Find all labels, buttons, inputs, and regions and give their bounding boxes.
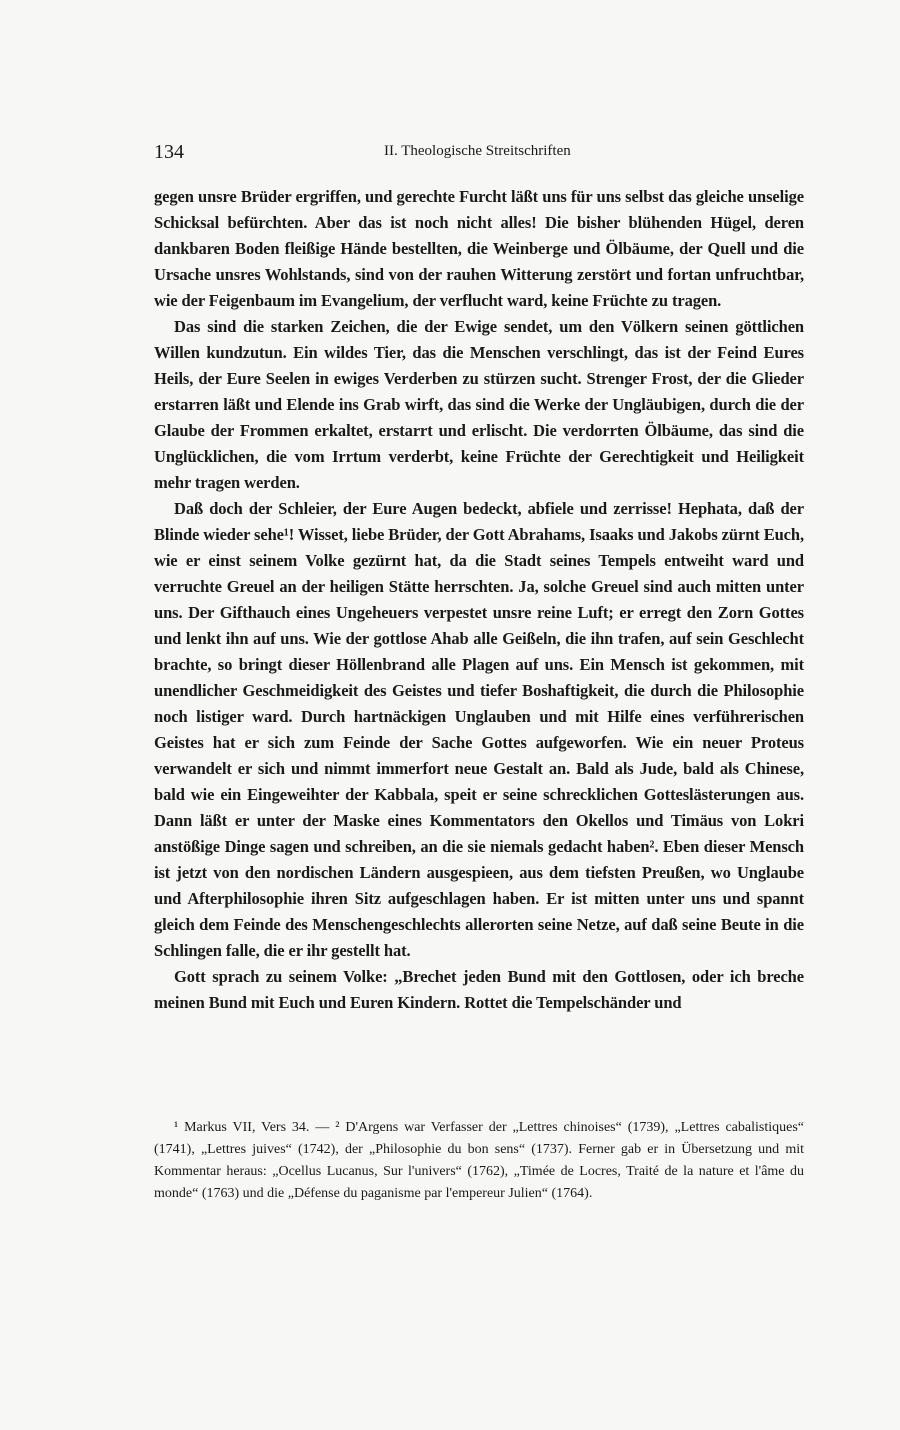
paragraph: Gott sprach zu seinem Volke: „Brechet jeden Bund mit den Gottlosen, oder ich breche meinen Bund mit Euch und Euren Kindern. Rottet die Tempelschänder und — [154, 967, 804, 1012]
footnotes — [154, 1117, 804, 1205]
paragraph-continuation: gegen unsre Brüder ergriffen, und gerechte Furcht läßt uns für uns selbst das gleiche unselige Schicksal befürchten. Aber das ist noch nicht alles! Die bisher blühenden Hügel, deren dankbaren Boden fleißige Hände bestellten, die Weinberge und Ölbäume, der Quell und die Ursache unsres Wohlstands, sind von der rauhen Witterung zerstört und fortan unfruchtbar, wie der Feigenbaum im Evangelium, der verflucht ward, keine Früchte zu tragen. — [154, 187, 804, 310]
page-number: 134 — [154, 141, 184, 163]
body-text — [154, 184, 804, 1016]
page-header — [154, 141, 802, 165]
footnote: ¹ Markus VII, Vers 34. — ² D'Argens war Verfasser der „Lettres chinoises“ (1739), „Lettres cabalistiques“ (1741), „Lettres juives“ (1742), der „Philosophie du bon sens“ (1737). Ferner gab er in Übersetzung und mit Kommentar heraus: „Ocellus Lucanus, Sur l'univers“ (1762), „Timée de Locres, Traité de la nature et l'âme du monde“ (1763) und die „Défense du paganisme par l'empereur Julien“ (1764). — [154, 1120, 804, 1201]
paragraph: Daß doch der Schleier, der Eure Augen bedeckt, abfiele und zerrisse! Hephata, daß der Blinde wieder sehe¹! Wisset, liebe Brüder, der Gott Abrahams, Isaaks und Jakobs zürnt Euch, wie er einst seinem Volke gezürnt hat, da die Stadt seines Tempels entweiht ward und verruchte Greuel an der heiligen Stätte herrschten. Ja, solche Greuel sind auch mitten unter uns. Der Gifthauch eines Ungeheuers verpestet unsre reine Luft; er erregt den Zorn Gottes und lenkt ihn auf uns. Wie der gottlose Ahab alle Geißeln, die ihn trafen, auf sein Geschlecht brachte, so bringt dieser Höllenbrand alle Plagen auf uns. Ein Mensch ist gekommen, mit unendlicher Geschmeidigkeit des Geistes und tiefer Boshaftigkeit, die durch die Philosophie noch listiger ward. Durch hartnäckigen Unglauben und mit Hilfe eines verführerischen Geistes hat er sich zum Feinde der Sache Gottes aufgeworfen. Wie ein neuer Proteus verwandelt er sich und nimmt immerfort neue Gestalt an. Bald als Jude, bald als Chinese, bald wie ein Eingeweihter der Kabbala, speit er seine schrecklichen Gotteslästerungen aus. Dann läßt er unter der Maske eines Kommentators den Okellos und Timäus von Lokri anstößige Dinge sagen und schreiben, an die sie niemals gedacht haben². Eben dieser Mensch ist jetzt von den nordischen Ländern ausgespieen, aus dem tiefsten Preußen, wo Unglaube und Afterphilosophie ihren Sitz aufgeschlagen haben. Er ist mitten unter uns und spannt gleich dem Feinde des Menschengeschlechts allerorten seine Netze, auf daß seine Beute in die Schlingen falle, die er ihr gestellt hat. — [154, 499, 804, 960]
running-head: II. Theologische Streitschriften — [384, 143, 571, 159]
paragraph: Das sind die starken Zeichen, die der Ewige sendet, um den Völkern seinen göttlichen Willen kundzutun. Ein wildes Tier, das die Menschen verschlingt, das ist der Feind Eures Heils, der Eure Seelen in ewiges Verderben zu stürzen sucht. Strenger Frost, der die Glieder erstarren läßt und Elende ins Grab wirft, das sind die Werke der Ungläubigen, durch die der Glaube der Frommen erkaltet, erstarrt und erlischt. Die verdorrten Ölbäume, das sind die Unglücklichen, die vom Irrtum verderbt, keine Früchte der Gerechtigkeit und Heiligkeit mehr tragen werden. — [154, 317, 804, 492]
